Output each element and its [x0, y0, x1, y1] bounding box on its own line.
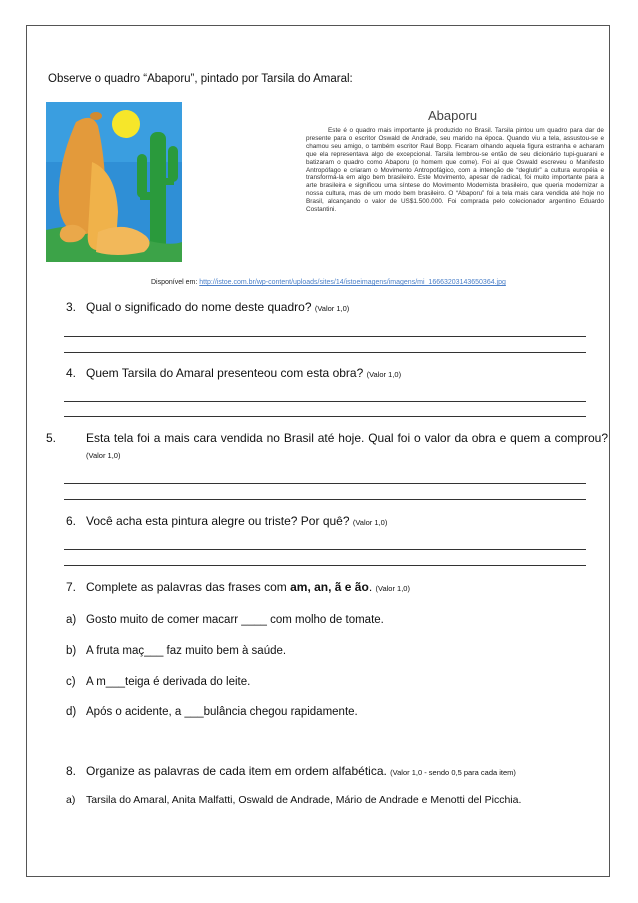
item-letter: c) — [66, 676, 76, 688]
question-tail: . — [368, 580, 373, 594]
article-text: Este é o quadro mais importante já produzido no Brasil. Tarsila pintou um quadro para dar de presente para o escritor Oswald de Andrade, seu marido na época. Quando viu a tela, assustou-se e chamou seu amigo, o também escritor Raul Bopp. Ficaram olhando aquela figura estranha e acharam que ela representava algo de excepcional. Tarsila lembrou-se então de seu dicionário tupi-guarani e batizaram o quadro como Abaporu (o homem que come). Foi aí que Oswald escreveu o Manifesto Antropófago e criaram o Movimento Antropofágico, com a intenção de “deglutir” a cultura européia e transformá-la em algo bem brasileiro. Este Movimento, apesar de radical, foi muito importante para a arte brasileira e significou uma síntese do Movimento Modernista brasileiro, que queria modernizar a nossa cultura, mas de um modo bem brasileiro. O “Abaporu” foi a tela mais cara vendida até hoje no Brasil, alcançando o valor de US$1.500.000. Foi comprada pelo colecionador argentino Eduardo Costantini. — [306, 127, 604, 214]
question-text: Quem Tarsila do Amaral presenteou com esta obra? — [86, 366, 364, 380]
question-6 — [66, 513, 588, 531]
question-number: 6. — [66, 514, 77, 528]
article-title: Abaporu — [428, 108, 478, 123]
item-text: A fruta maç___ faz muito bem à saúde. — [86, 645, 287, 657]
question-value: (Valor 1,0) — [86, 451, 121, 460]
question-number: 3. — [66, 300, 77, 314]
answer-line[interactable] — [64, 483, 586, 484]
question-value: (Valor 1,0) — [352, 518, 388, 527]
item-letter: b) — [66, 645, 77, 657]
answer-line[interactable] — [64, 416, 586, 417]
question-number: 5. — [46, 431, 57, 445]
question-4 — [66, 365, 588, 383]
item-text: Gosto muito de comer macarr ____ com molho de tomate. — [86, 614, 384, 626]
question-7 — [66, 579, 588, 597]
item-text: A m___teiga é derivada do leite. — [86, 676, 251, 688]
question-text: Complete as palavras das frases com — [86, 580, 287, 594]
answer-line[interactable] — [64, 352, 586, 353]
question-text: Você acha esta pintura alegre ou triste? Por quê? — [86, 514, 350, 528]
question-text: Organize as palavras de cada item em ordem alfabética. — [86, 764, 387, 778]
list-item — [66, 614, 384, 626]
abaporu-painting — [46, 102, 182, 262]
source-link[interactable]: http://istoe.com.br/wp-content/uploads/sites/14/istoeimagens/imagens/mi_16663203143650364.jpg — [199, 279, 506, 286]
answer-line[interactable] — [64, 499, 586, 500]
answer-line[interactable] — [64, 549, 586, 550]
question-value: (Valor 1,0) — [366, 370, 402, 379]
item-text: Após o acidente, a ___bulância chegou rapidamente. — [86, 706, 358, 718]
list-item — [66, 794, 521, 806]
question-5 — [46, 430, 608, 464]
list-item — [66, 645, 286, 657]
answer-line[interactable] — [64, 401, 586, 402]
question-value: (Valor 1,0) — [314, 304, 350, 313]
item-letter: a) — [66, 614, 77, 626]
source-label: Disponível em: — [151, 279, 198, 286]
question-number: 4. — [66, 366, 77, 380]
question-8 — [66, 763, 588, 781]
item-letter: d) — [66, 706, 77, 718]
question-value: (Valor 1,0) — [375, 584, 410, 593]
list-item — [66, 706, 358, 718]
intro-text: Observe o quadro “Abaporu”, pintado por Tarsila do Amaral: — [48, 73, 353, 85]
item-letter: a) — [66, 794, 76, 806]
question-number: 8. — [66, 764, 77, 778]
question-text: Esta tela foi a mais cara vendida no Brasil até hoje. Qual foi o valor da obra e quem a comprou? — [86, 431, 608, 445]
question-number: 7. — [66, 580, 77, 594]
item-text: Tarsila do Amaral, Anita Malfatti, Oswald de Andrade, Mário de Andrade e Menotti del Picchia. — [86, 794, 522, 806]
answer-line[interactable] — [64, 565, 586, 566]
question-3 — [66, 299, 588, 317]
source-line — [151, 279, 506, 286]
question-value: (Valor 1,0 - sendo 0,5 para cada item) — [390, 768, 516, 777]
list-item — [66, 676, 250, 688]
question-bold-text: am, an, ã e ão — [290, 580, 369, 594]
answer-line[interactable] — [64, 336, 586, 337]
question-text: Qual o significado do nome deste quadro? — [86, 300, 312, 314]
